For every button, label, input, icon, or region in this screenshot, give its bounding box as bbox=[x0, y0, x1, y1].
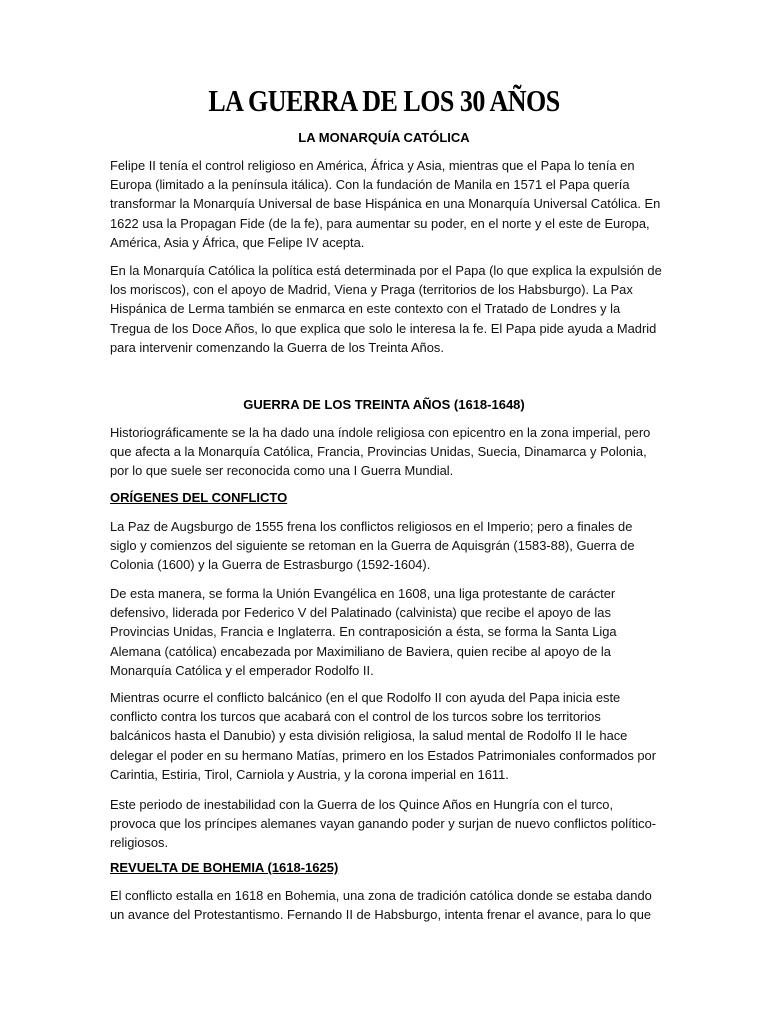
section-heading-guerra: GUERRA DE LOS TREINTA AÑOS (1618-1648) bbox=[243, 397, 525, 412]
paragraph-7: Este periodo de inestabilidad con la Guerra de los Quince Años en Hungría con el turco, provoca que los príncipes alemanes vayan ganando poder y surjan de nuevo conflictos político-religiosos. bbox=[110, 797, 657, 851]
paragraph-3: Historiográficamente se la ha dado una índole religiosa con epicentro en la zona imperial, pero que afecta a la Monarquía Católica, Francia, Provincias Unidas, Suecia, Dinamarca y Polonia, por lo que suele ser reconocida como una I Guerra Mundial. bbox=[110, 425, 651, 479]
paragraph-1: Felipe II tenía el control religioso en América, África y Asia, mientras que el Papa lo tenía en Europa (limitado a la península itálica). Con la fundación de Manila en 1571 el Papa quería transformar la Monarquía Universal de base Hispánica en una Monarquía Universal Católica. En 1622 usa la Propagan Fide (de la fe), para aumentar su poder, en el norte y el este de Europa, América, Asia y África, que Felipe IV acepta. bbox=[110, 158, 661, 250]
paragraph-8: El conflicto estalla en 1618 en Bohemia, una zona de tradición católica donde se estaba dando un avance del Protestantismo. Fernando II de Habsburgo, intenta frenar el avance, para lo que bbox=[110, 888, 652, 923]
paragraph-6: Mientras ocurre el conflicto balcánico (en el que Rodolfo II con ayuda del Papa inicia este conflicto contra los turcos que acabará con el control de los turcos sobre los territorios balcánicos hasta el Danubio) y esta división religiosa, la salud mental de Rodolfo II le hace delegar el poder en su hermano Matías, primero en los Estados Patrimoniales conformados por Carintia, Estiria, Tirol, Carniola y Austria, y la corona imperial en 1611. bbox=[110, 690, 656, 782]
paragraph-5: De esta manera, se forma la Unión Evangélica en 1608, una liga protestante de carácter defensivo, liderada por Federico V del Palatinado (calvinista) que recibe el apoyo de las Provincias Unidas, Francia e Inglaterra. En contraposición a ésta, se forma la Santa Liga Alemana (católica) encabezada por Maximiliano de Baviera, quien recibe al apoyo de la Monarquía Católica y el emperador Rodolfo II. bbox=[110, 586, 617, 678]
subheading-origenes: ORÍGENES DEL CONFLICTO bbox=[110, 490, 288, 505]
paragraph-4: La Paz de Augsburgo de 1555 frena los conflictos religiosos en el Imperio; pero a finales de siglo y comienzos del siguiente se retoman en la Guerra de Aquisgrán (1583-88), Guerra de Colonia (1600) y la Guerra de Estrasburgo (1592-1604). bbox=[110, 519, 635, 573]
section-heading-monarquia: LA MONARQUÍA CATÓLICA bbox=[298, 130, 470, 145]
subheading-revuelta: REVUELTA DE BOHEMIA (1618-1625) bbox=[110, 860, 339, 875]
paragraph-2: En la Monarquía Católica la política está determinada por el Papa (lo que explica la expulsión de los moriscos), con el apoyo de Madrid, Viena y Praga (territorios de los Habsburgo). La Pax Hispánica de Lerma también se enmarca en este contexto con el Tratado de Londres y la Tregua de los Doce Años, lo que explica que solo le interesa la fe. El Papa pide ayuda a Madrid para intervenir comenzando la Guerra de los Treinta Años. bbox=[110, 263, 662, 355]
document-title: LA GUERRA DE LOS 30 AÑOS bbox=[208, 84, 560, 119]
